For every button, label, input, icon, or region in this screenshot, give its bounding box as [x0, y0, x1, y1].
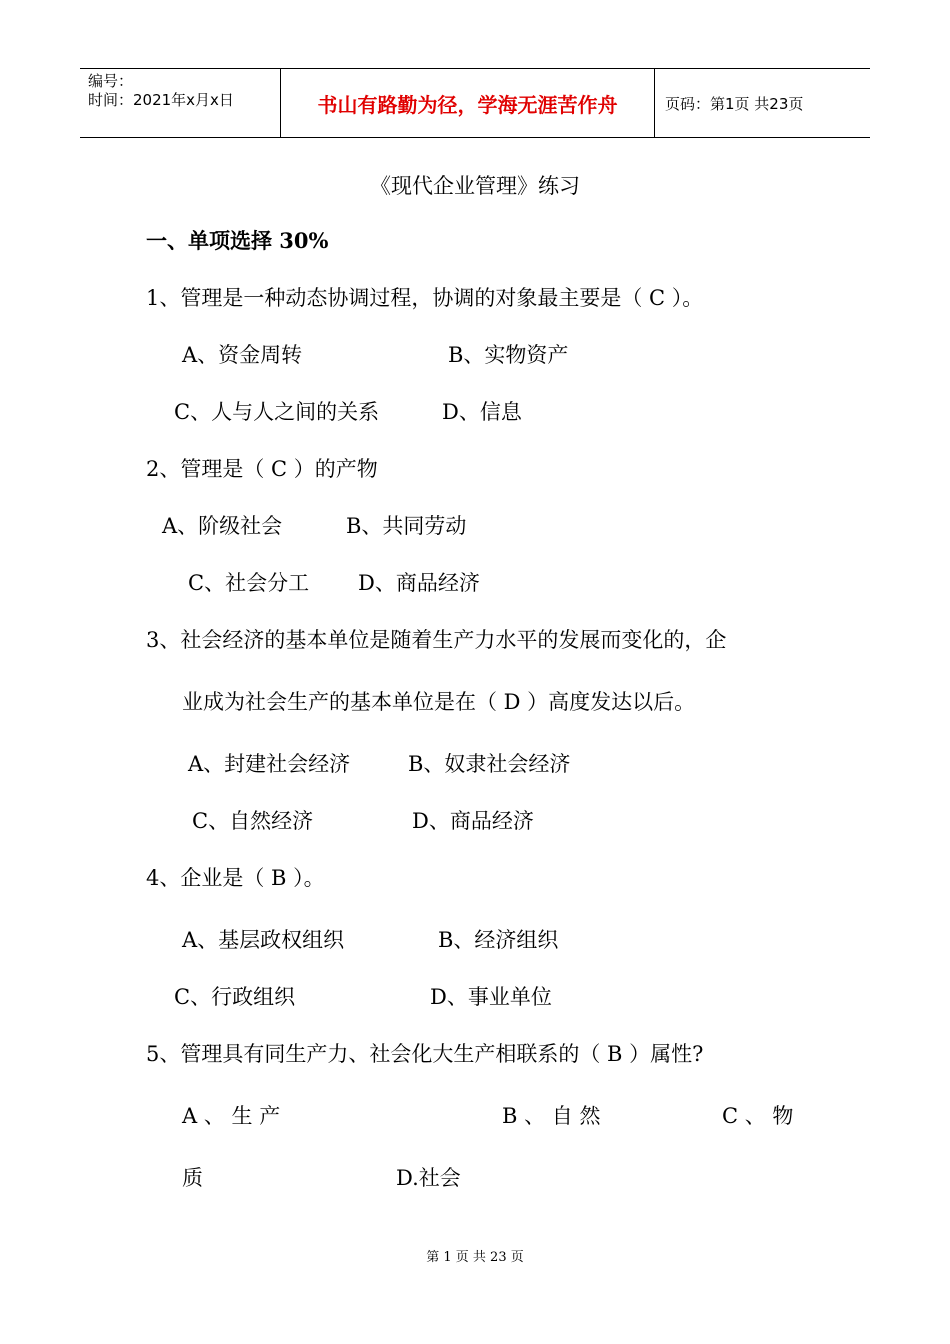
question-1: 1、管理是一种动态协调过程，协调的对象最主要是（ C ）。 — [146, 286, 704, 310]
page-header — [80, 68, 870, 138]
q5-option-d: D.社会 — [396, 1166, 461, 1190]
q2-option-d: D、商品经济 — [358, 571, 480, 595]
q1-option-c: C、人与人之间的关系 — [174, 400, 380, 424]
q1-option-b: B、实物资产 — [448, 343, 569, 367]
q4-option-d: D、事业单位 — [430, 985, 552, 1009]
q3-option-c: C、自然经济 — [192, 809, 314, 833]
q5-option-b: B 、 自 然 — [502, 1104, 601, 1128]
time-label: 时间：2021年x月x日 — [88, 91, 234, 109]
q1-option-a: A、资金周转 — [182, 343, 303, 367]
page-footer: 第 1 页 共 23 页 — [426, 1250, 524, 1265]
header-meta — [80, 69, 281, 137]
q3-option-a: A、封建社会经济 — [188, 752, 351, 776]
q3-option-d: D、商品经济 — [412, 809, 534, 833]
question-2: 2、管理是（ C ）的产物 — [146, 457, 378, 481]
header-motto: 书山有路勤为径，学海无涯苦作舟 — [281, 69, 655, 137]
document-title: 《现代企业管理》练习 — [370, 174, 580, 198]
q5-option-c-continued: 质 — [182, 1166, 203, 1190]
q4-option-a: A、基层政权组织 — [182, 928, 345, 952]
question-4: 4、企业是（ B ）。 — [146, 866, 325, 890]
q2-option-a: A、阶级社会 — [162, 514, 283, 538]
question-3-line-1: 3、社会经济的基本单位是随着生产力水平的发展而变化的，企 — [146, 628, 727, 652]
q2-option-b: B、共同劳动 — [346, 514, 467, 538]
section-heading: 一、单项选择 30% — [146, 228, 329, 253]
number-label: 编号： — [88, 72, 134, 90]
q2-option-c: C、社会分工 — [188, 571, 310, 595]
q5-option-a: A 、 生 产 — [182, 1104, 281, 1128]
q4-option-c: C、行政组织 — [174, 985, 296, 1009]
header-page-info: 页码：第1页 共23页 — [665, 94, 804, 113]
q3-option-b: B、奴隶社会经济 — [408, 752, 571, 776]
q5-option-c: C 、 物 — [722, 1104, 794, 1128]
question-5: 5、管理具有同生产力、社会化大生产相联系的（ B ）属性? — [146, 1042, 704, 1066]
q1-option-d: D、信息 — [442, 400, 522, 424]
question-3-line-2: 业成为社会生产的基本单位是在（ D ）高度发达以后。 — [182, 690, 696, 714]
q4-option-b: B、经济组织 — [438, 928, 559, 952]
